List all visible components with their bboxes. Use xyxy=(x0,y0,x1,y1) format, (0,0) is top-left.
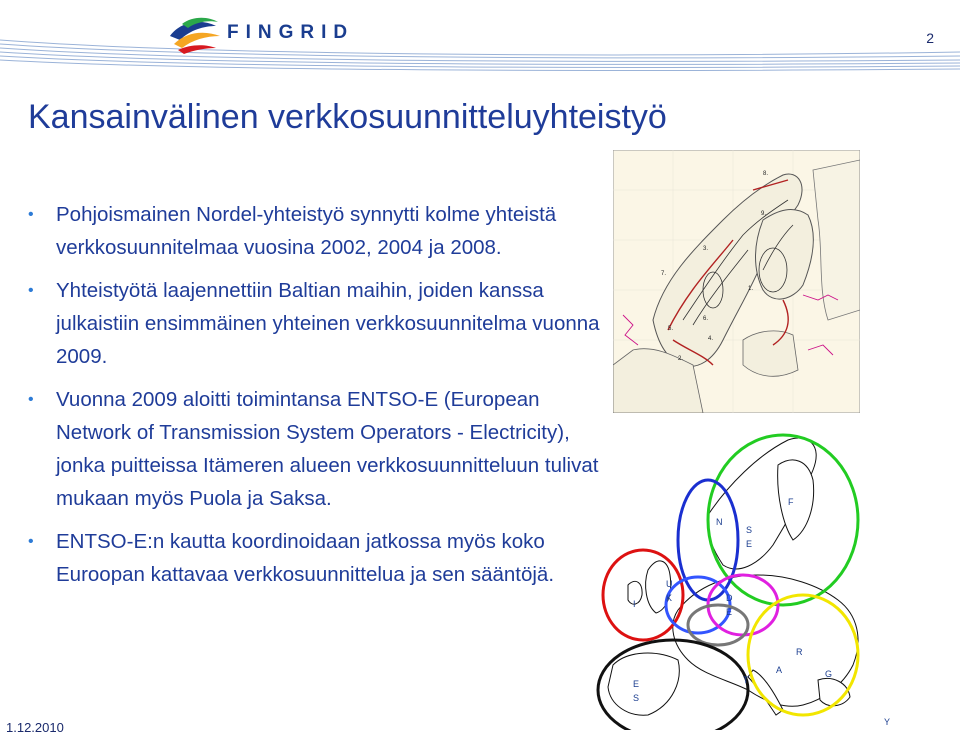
bullet-text: Vuonna 2009 aloitti toimintansa ENTSO-E (European Network of Transmission System Operators - Electricity), jonka puitteissa Itämeren alueen verkkosuunnitteluun tulivat mukaan myös Puola ja Saksa. xyxy=(56,388,599,510)
bullet-text: Pohjoismainen Nordel-yhteistyö synnytti kolme yhteistä verkkosuunnitelmaa vuosina 2002, 2004 ja 2008. xyxy=(56,203,557,259)
bullet-dot-icon: • xyxy=(28,391,34,408)
slide-title: Kansainvälinen verkkosuunnitteluyhteistyö xyxy=(28,98,667,136)
map-country-label: F xyxy=(788,497,794,507)
map-number-label: 2. xyxy=(678,356,684,362)
bullet-item xyxy=(28,274,603,373)
map-country-label: A xyxy=(776,665,783,675)
bullet-text: ENTSO-E:n kautta koordinoidaan jatkossa myös koko Euroopan kattavaa verkkosuunnittelua ja sen sääntöjä. xyxy=(56,530,555,586)
bullet-item xyxy=(28,383,603,515)
map-number-label: 5. xyxy=(668,326,674,332)
map-country-label: S xyxy=(746,525,753,535)
bullet-item xyxy=(28,198,603,264)
bullet-item xyxy=(28,525,603,591)
bullet-dot-icon: • xyxy=(28,533,34,550)
map-country-label: I xyxy=(633,599,636,609)
map-number-label: 3. xyxy=(703,246,709,252)
header-swoosh-decoration xyxy=(0,0,960,80)
map-country-label: E xyxy=(633,679,640,689)
nordic-grid-map xyxy=(613,150,860,413)
map-country-label: S xyxy=(633,693,640,703)
europe-regional-map xyxy=(588,425,900,730)
logo-wordmark: FINGRID xyxy=(227,22,355,43)
map-number-label: 4. xyxy=(708,336,714,342)
map-country-label: G xyxy=(825,669,833,679)
map-country-label: K xyxy=(666,593,673,603)
map-number-label: 8. xyxy=(763,171,769,177)
bullet-text: Yhteistyötä laajennettiin Baltian maihin, joiden kanssa julkaistiin ensimmäinen yhteinen verkkosuunnitelma vuonna 2009. xyxy=(56,279,600,368)
footer-date: 1.12.2010 xyxy=(6,720,64,735)
map-country-label: E xyxy=(726,607,733,617)
map-country-label: Y xyxy=(884,717,891,727)
map-number-label: 6. xyxy=(703,316,709,322)
bullet-dot-icon: • xyxy=(28,282,34,299)
map-country-label: D xyxy=(726,593,733,603)
map-number-label: 1. xyxy=(748,286,754,292)
page-number: 2 xyxy=(926,30,934,46)
map-country-label: N xyxy=(716,517,723,527)
bullet-dot-icon: • xyxy=(28,206,34,223)
map-number-label: 9. xyxy=(761,211,767,217)
map-country-label: E xyxy=(746,539,753,549)
map-country-label: U xyxy=(666,579,673,589)
map-country-label: T xyxy=(743,675,749,685)
map-country-label: R xyxy=(796,647,803,657)
map-number-label: 7. xyxy=(661,271,667,277)
bullet-list xyxy=(28,198,603,601)
